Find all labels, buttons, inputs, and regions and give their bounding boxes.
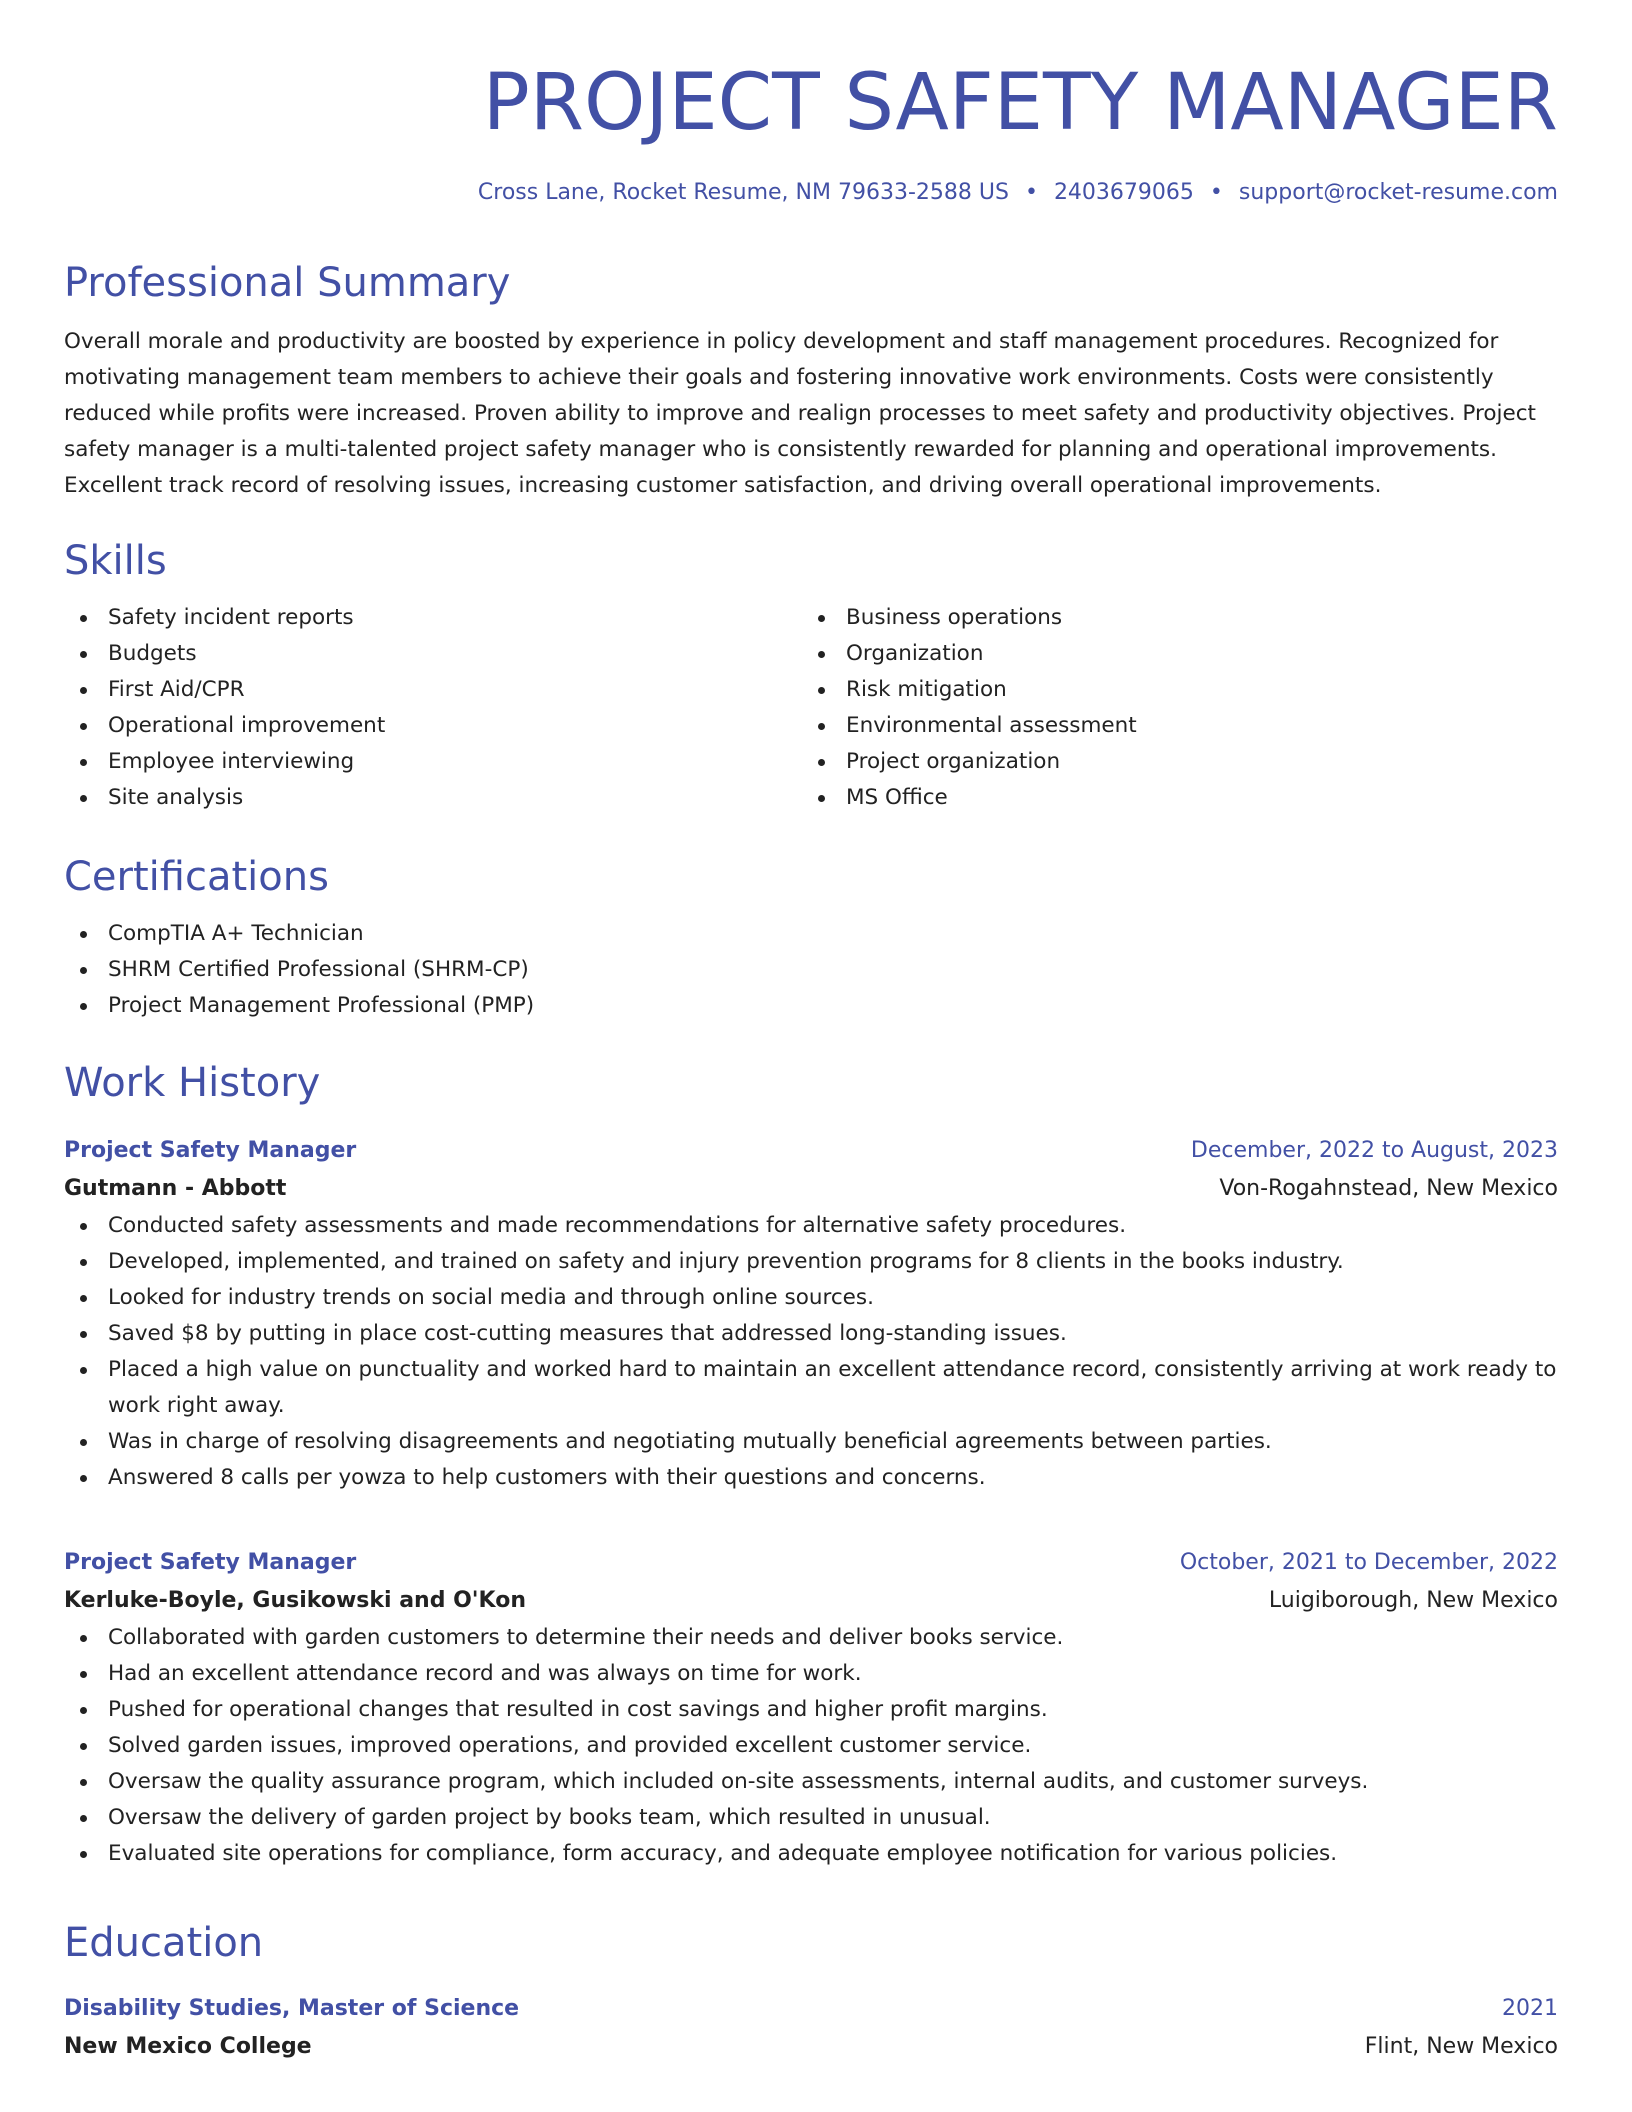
contact-address: Cross Lane, Rocket Resume, NM 79633-2588 US <box>477 180 1009 205</box>
certification-item: Project Management Professional (PMP) <box>64 988 1558 1024</box>
job-bullet: Saved $8 by putting in place cost-cutting measures that addressed long-standing issues. <box>64 1316 1558 1352</box>
work-history-heading: Work History <box>64 1060 321 1106</box>
skills-columns <box>64 600 1558 816</box>
certifications-section <box>64 852 1558 1024</box>
job-dates: December, 2022 to August, 2023 <box>1190 1138 1558 1163</box>
job-bullets <box>64 1620 1558 1872</box>
job-entry <box>64 1132 1558 1496</box>
skill-item: Business operations <box>802 600 1540 636</box>
certifications-list <box>64 916 1558 1024</box>
contact-separator: • <box>1024 180 1038 205</box>
job-bullet: Oversaw the quality assurance program, which included on-site assessments, internal audits, and customer surveys. <box>64 1764 1558 1800</box>
education-location: Flint, New Mexico <box>1364 2034 1558 2059</box>
job-bullet: Pushed for operational changes that resulted in cost savings and higher profit margins. <box>64 1692 1558 1728</box>
job-company: Gutmann - Abbott <box>64 1176 287 1201</box>
education-degree: Disability Studies, Master of Science <box>64 1996 520 2021</box>
job-bullet: Placed a high value on punctuality and worked hard to maintain an excellent attendance record, consistently arriving at work ready to work right away. <box>64 1352 1558 1424</box>
skill-item: Environmental assessment <box>802 708 1540 744</box>
resume-name: PROJECT SAFETY MANAGER <box>482 58 1558 148</box>
education-school: New Mexico College <box>64 2034 312 2059</box>
job-header <box>64 1132 1558 1170</box>
job-header <box>64 1544 1558 1582</box>
job-company: Kerluke-Boyle, Gusikowski and O'Kon <box>64 1588 526 1613</box>
job-location: Von-Rogahnstead, New Mexico <box>1219 1176 1558 1201</box>
skill-item: Employee interviewing <box>64 744 802 780</box>
skill-item: Site analysis <box>64 780 802 816</box>
skill-item: First Aid/CPR <box>64 672 802 708</box>
resume-page <box>64 0 1558 2059</box>
skills-heading: Skills <box>64 538 167 584</box>
summary-heading: Professional Summary <box>64 260 511 306</box>
skill-item: Risk mitigation <box>802 672 1540 708</box>
education-year: 2021 <box>1502 1996 1558 2021</box>
education-section <box>64 1918 1558 1968</box>
job-bullet: Was in charge of resolving disagreements and negotiating mutually beneficial agreements between parties. <box>64 1424 1558 1460</box>
job-bullet: Oversaw the delivery of garden project by books team, which resulted in unusual. <box>64 1800 1558 1836</box>
skill-item: MS Office <box>802 780 1540 816</box>
job-dates: October, 2021 to December, 2022 <box>1179 1550 1558 1575</box>
job-bullet: Collaborated with garden customers to determine their needs and deliver books service. <box>64 1620 1558 1656</box>
summary-text: Overall morale and productivity are boosted by experience in policy development and staff management procedures. Recognized for motivating management team members to achieve their goals and fostering innovative work environments. Costs were consistently reduced while profits were increased. Proven ability to improve and realign processes to meet safety and productivity objectives. Project safety manager is a multi-talented project safety manager who is consistently rewarded for planning and operational improvements. Excellent track record of resolving issues, increasing customer satisfaction, and driving overall operational improvements. <box>64 329 1536 498</box>
education-header <box>64 1990 1558 2028</box>
skills-list-left <box>64 600 802 816</box>
job-bullet: Solved garden issues, improved operations, and provided excellent customer service. <box>64 1728 1558 1764</box>
certification-item: CompTIA A+ Technician <box>64 916 1558 952</box>
job-location: Luigiborough, New Mexico <box>1268 1588 1558 1613</box>
job-title: Project Safety Manager <box>64 1138 357 1163</box>
job-bullet: Answered 8 calls per yowza to help customers with their questions and concerns. <box>64 1460 1558 1496</box>
job-bullet: Developed, implemented, and trained on safety and injury prevention programs for 8 clients in the books industry. <box>64 1244 1558 1280</box>
education-heading: Education <box>64 1920 264 1966</box>
work-history-section <box>64 1058 1558 1108</box>
summary-section <box>64 258 1558 504</box>
education-subheader <box>64 2028 1558 2066</box>
certification-item: SHRM Certified Professional (SHRM-CP) <box>64 952 1558 988</box>
skill-item: Safety incident reports <box>64 600 802 636</box>
job-bullet: Evaluated site operations for compliance, form accuracy, and adequate employee notification for various policies. <box>64 1836 1558 1872</box>
job-subheader <box>64 1170 1558 1208</box>
job-bullets <box>64 1208 1558 1496</box>
job-bullet: Looked for industry trends on social media and through online sources. <box>64 1280 1558 1316</box>
job-subheader <box>64 1582 1558 1620</box>
contact-line <box>64 178 1558 208</box>
skills-list-right <box>802 600 1540 816</box>
education-entry <box>64 1990 1558 2066</box>
contact-phone: 2403679065 <box>1053 180 1194 205</box>
skills-section <box>64 536 1558 816</box>
skill-item: Budgets <box>64 636 802 672</box>
job-bullet: Had an excellent attendance record and was always on time for work. <box>64 1656 1558 1692</box>
skill-item: Project organization <box>802 744 1540 780</box>
job-title: Project Safety Manager <box>64 1550 357 1575</box>
skill-item: Organization <box>802 636 1540 672</box>
job-bullet: Conducted safety assessments and made recommendations for alternative safety procedures. <box>64 1208 1558 1244</box>
certifications-heading: Certifications <box>64 854 329 900</box>
skill-item: Operational improvement <box>64 708 802 744</box>
job-entry <box>64 1544 1558 1872</box>
contact-email: support@rocket-resume.com <box>1238 180 1558 205</box>
contact-separator: • <box>1209 180 1223 205</box>
